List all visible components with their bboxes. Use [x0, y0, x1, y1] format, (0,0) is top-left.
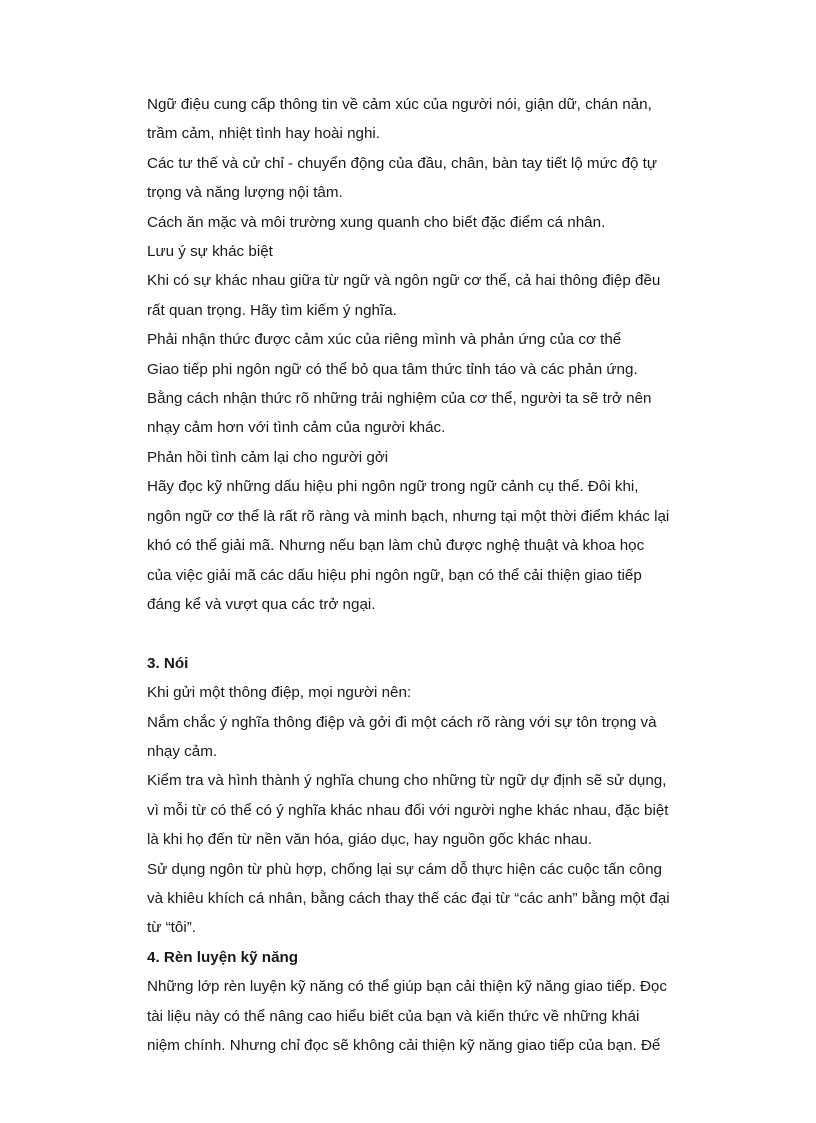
- paragraph-line: Các tư thế và cử chỉ - chuyển động của đầu, chân, bàn tay tiết lộ mức độ tự: [147, 154, 658, 172]
- paragraph-line: vì mỗi từ có thể có ý nghĩa khác nhau đối với người nghe khác nhau, đặc biệt: [147, 801, 669, 819]
- paragraph-line: Hãy đọc kỹ những dấu hiệu phi ngôn ngữ trong ngữ cảnh cụ thể. Đôi khi,: [147, 478, 639, 496]
- paragraph-line: đáng kể và vượt qua các trở ngại.: [147, 595, 376, 613]
- paragraph-line: Ngữ điệu cung cấp thông tin về cảm xúc của người nói, giận dữ, chán nản,: [147, 96, 652, 113]
- paragraph-line: Sử dụng ngôn từ phù hợp, chống lại sự cám dỗ thực hiện các cuộc tấn công: [147, 860, 663, 878]
- paragraph-line: Kiểm tra và hình thành ý nghĩa chung cho những từ ngữ dự định sẽ sử dụng,: [147, 772, 667, 790]
- paragraph-line: là khi họ đến từ nền văn hóa, giáo dục, hay nguồn gốc khác nhau.: [147, 831, 593, 849]
- paragraph-line: nhạy cảm hơn với tình cảm của người khác.: [147, 419, 446, 437]
- paragraph-line: Cách ăn mặc và môi trường xung quanh cho biết đặc điểm cá nhân.: [147, 213, 606, 231]
- blank-line: [147, 619, 687, 648]
- paragraph-line: trầm cảm, nhiệt tình hay hoài nghi.: [147, 125, 381, 143]
- paragraph-line: Phản hồi tình cảm lại cho người gởi: [147, 448, 389, 466]
- paragraph-line: Lưu ý sự khác biệt: [147, 243, 273, 261]
- paragraph-line: niệm chính. Nhưng chỉ đọc sẽ không cải thiện kỹ năng giao tiếp của bạn. Để: [147, 1036, 661, 1054]
- paragraph-line: Bằng cách nhận thức rõ những trải nghiệm của cơ thể, người ta sẽ trở nên: [147, 390, 652, 408]
- section-heading: 3. Nói: [147, 654, 189, 672]
- paragraph-line: và khiêu khích cá nhân, bằng cách thay thế các đại từ “các anh” bằng một đại: [147, 889, 670, 907]
- paragraph-line: từ “tôi”.: [147, 919, 196, 937]
- paragraph-line: Phải nhận thức được cảm xúc của riêng mình và phản ứng của cơ thể: [147, 331, 622, 349]
- paragraph-line: tài liệu này có thể nâng cao hiểu biết của bạn và kiến thức về những khái: [147, 1007, 640, 1025]
- paragraph-line: Giao tiếp phi ngôn ngữ có thể bỏ qua tâm thức tỉnh táo và các phản ứng.: [147, 360, 638, 378]
- paragraph-line: Nắm chắc ý nghĩa thông điệp và gởi đi một cách rõ ràng với sự tôn trọng và: [147, 713, 657, 731]
- paragraph-line: trọng và năng lượng nội tâm.: [147, 184, 343, 202]
- paragraph-line: nhạy cảm.: [147, 742, 218, 760]
- paragraph-line: khó có thể giải mã. Nhưng nếu bạn làm chủ được nghệ thuật và khoa học: [147, 537, 645, 555]
- section-heading: 4. Rèn luyện kỹ năng: [147, 948, 299, 966]
- paragraph-line: Khi gửi một thông điệp, mọi người nên:: [147, 684, 412, 702]
- paragraph-line: của việc giải mã các dấu hiệu phi ngôn ngữ, bạn có thể cải thiện giao tiếp: [147, 566, 642, 584]
- paragraph-line: Những lớp rèn luyện kỹ năng có thể giúp bạn cải thiện kỹ năng giao tiếp. Đọc: [147, 978, 667, 996]
- paragraph-line: rất quan trọng. Hãy tìm kiếm ý nghĩa.: [147, 301, 397, 319]
- document-body: [147, 90, 687, 1060]
- paragraph-line: ngôn ngữ cơ thể là rất rõ ràng và minh bạch, nhưng tại một thời điểm khác lại: [147, 507, 670, 525]
- paragraph-line: Khi có sự khác nhau giữa từ ngữ và ngôn ngữ cơ thể, cả hai thông điệp đều: [147, 272, 661, 290]
